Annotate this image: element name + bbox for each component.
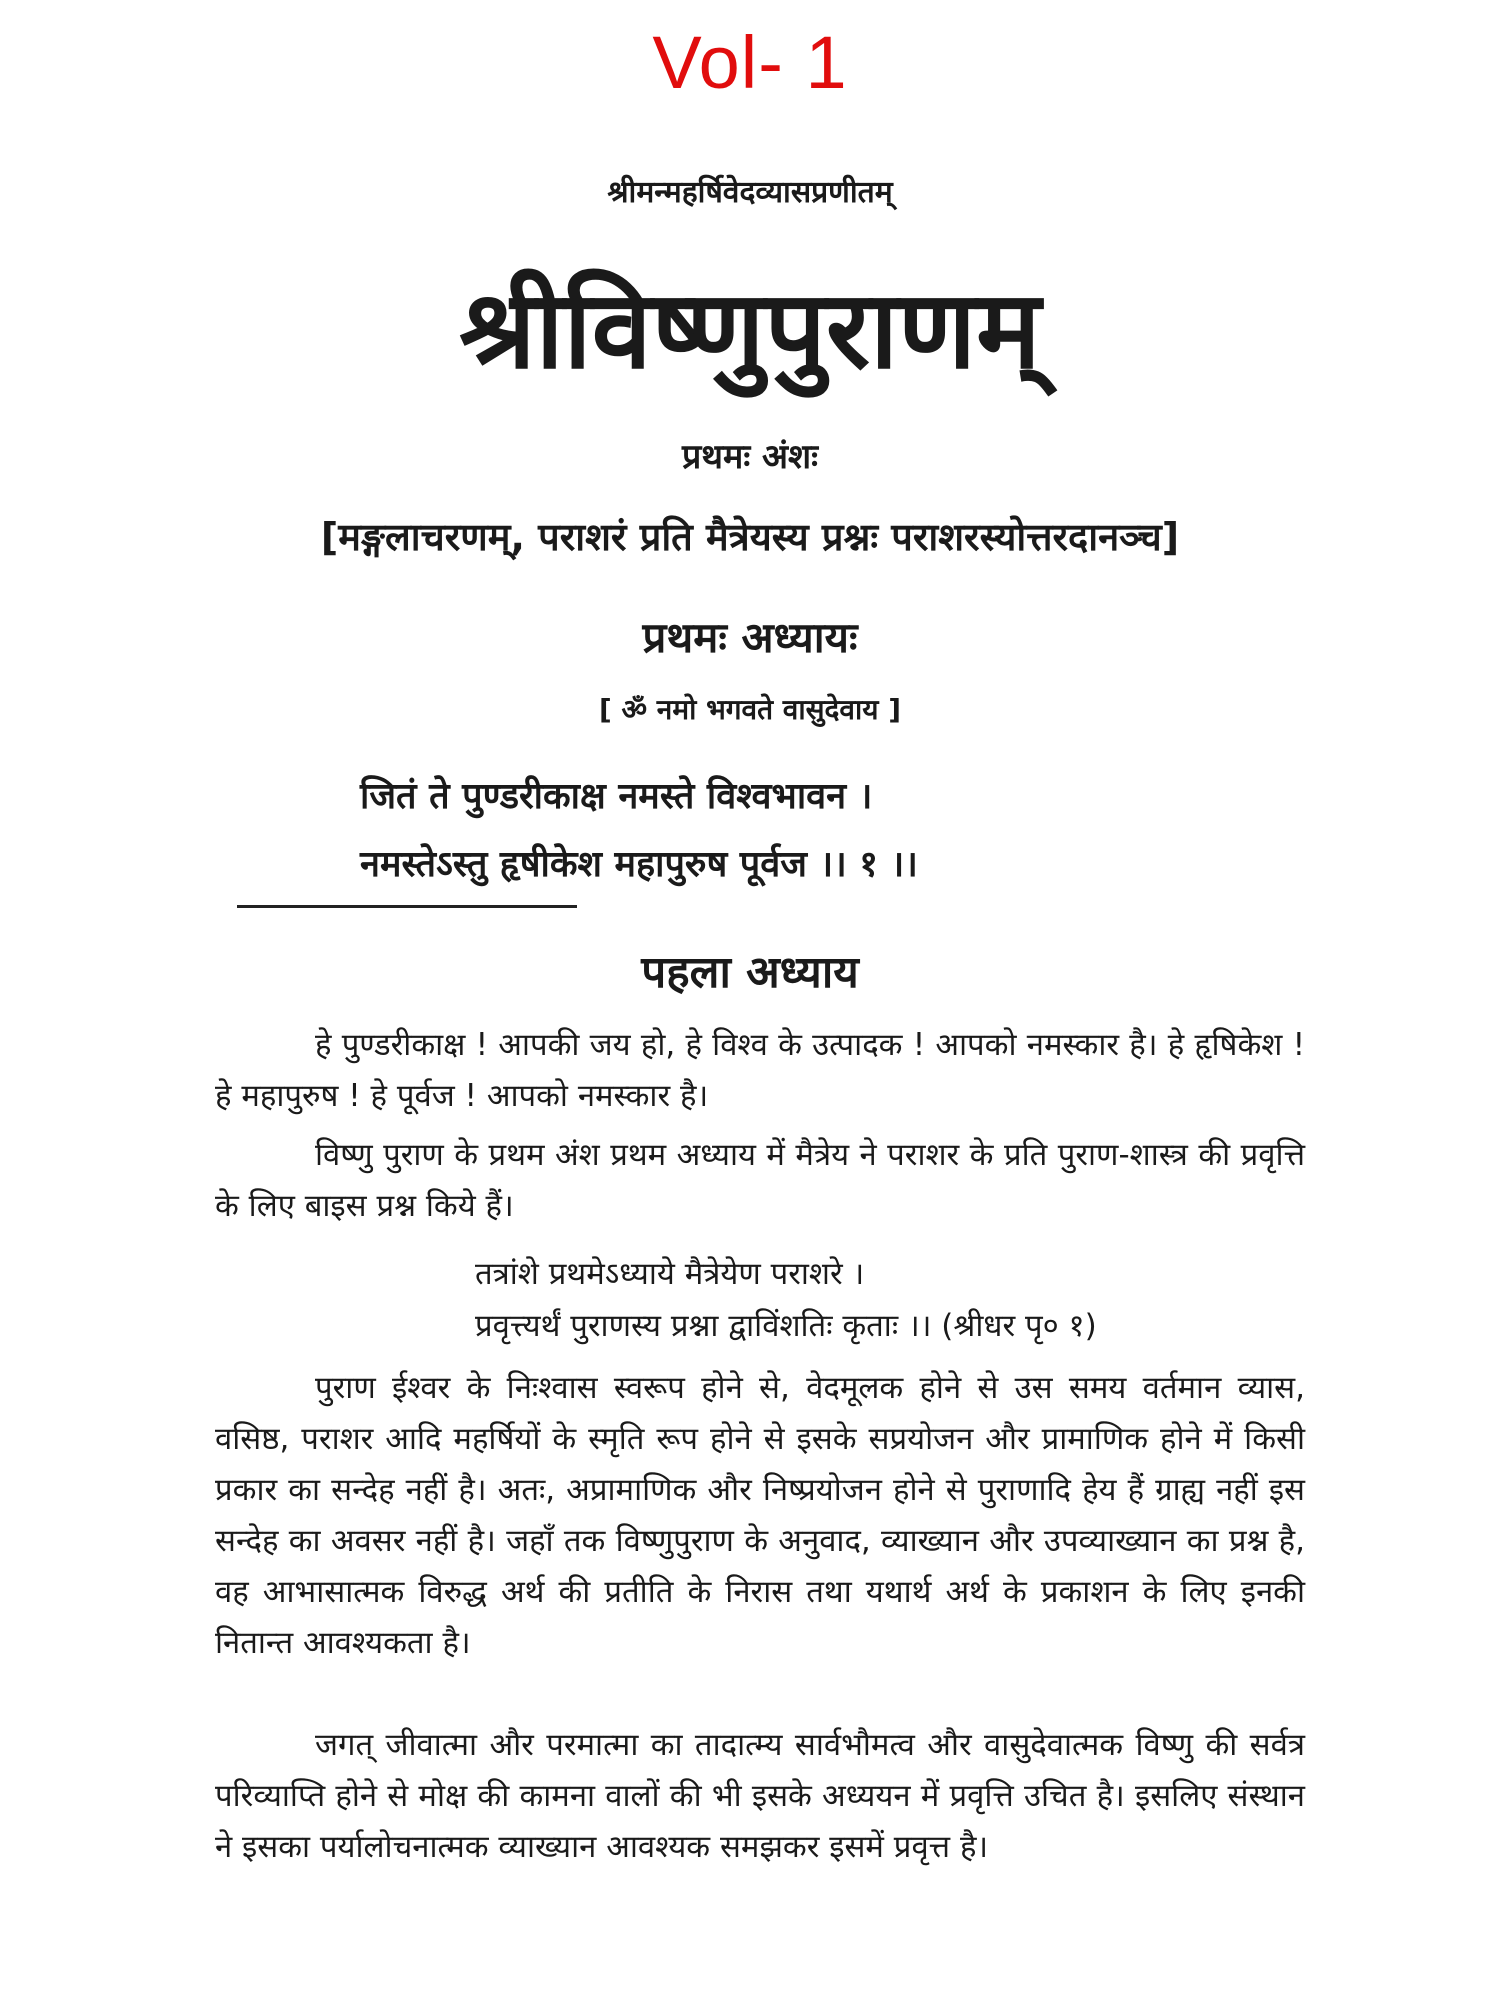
paragraph-4: जगत् जीवात्मा और परमात्मा का तादात्म्य सार्वभौमत्व और वासुदेवात्मक विष्णु की सर्वत्र परिव्याप्ति होने से मोक्ष की कामना वालों की भी इसके अध्ययन में प्रवृत्ति उचित है। इसलिए संस्थान ने इसका पर्यालोचनात्मक व्याख्यान आवश्यक समझकर इसमें प्रवृत्त है। (215, 1727, 1305, 1865)
invocation-line: [ ॐ नमो भगवते वासुदेवाय ] (598, 693, 902, 726)
book-title: श्रीविष्णुपुराणम् (459, 268, 1041, 393)
quote-line-1: तत्रांशे प्रथमेऽध्याये मैत्रेयेण पराशरे । (475, 1256, 865, 1292)
divider-rule (237, 905, 577, 908)
paragraph-1: हे पुण्डरीकाक्ष ! आपकी जय हो, हे विश्व के उत्पादक ! आपको नमस्कार है। हे हृषिकेश ! हे महापुरुष ! हे पूर्वज ! आपको नमस्कार है। (215, 1027, 1305, 1114)
quote-line-2: प्रवृत्त्यर्थं पुराणस्य प्रश्ना द्वाविंशतिः कृताः ।। (श्रीधर पृ० १) (475, 1308, 1097, 1344)
section-subtitle: [मङ्गलाचरणम्, पराशरं प्रति मैत्रेयस्य प्रश्नः पराशरस्योत्तरदानञ्च] (320, 515, 1180, 559)
part-title: प्रथमः अंशः (681, 437, 819, 477)
verse-line-2: नमस्तेऽस्तु हृषीकेश महापुरुष पूर्वज ।। १ ।। (360, 844, 918, 885)
chapter-title: प्रथमः अध्यायः (642, 613, 858, 662)
paragraph-2: विष्णु पुराण के प्रथम अंश प्रथम अध्याय में मैत्रेय ने पराशर के प्रति पुराण-शास्त्र की प्रवृत्ति के लिए बाइस प्रश्न किये हैं। (215, 1137, 1305, 1224)
attribution-line: श्रीमन्महर्षिवेदव्यासप्रणीतम् (607, 175, 893, 210)
verse-line-1: जितं ते पुण्डरीकाक्ष नमस्ते विश्वभावन । (360, 776, 873, 817)
volume-label: Vol- 1 (652, 21, 848, 104)
paragraph-3: पुराण ईश्वर के निःश्वास स्वरूप होने से, वेदमूलक होने से उस समय वर्तमान व्यास, वसिष्ठ, पराशर आदि महर्षियों के स्मृति रूप होने से इसके सप्रयोजन और प्रामाणिक होने में किसी प्रकार का सन्देह नहीं है। अतः, अप्रामाणिक और निष्प्रयोजन होने से पुराणादि हेय हैं ग्राह्य नहीं इस सन्देह का अवसर नहीं है। जहाँ तक विष्णुपुराण के अनुवाद, व्याख्यान और उपव्याख्यान का प्रश्न है, वह आभासात्मक विरुद्ध अर्थ की प्रतीति के निरास तथा यथार्थ अर्थ के प्रकाशन के लिए इनकी नितान्त आवश्यकता है। (215, 1370, 1305, 1661)
hindi-chapter-heading: पहला अध्याय (641, 947, 859, 998)
